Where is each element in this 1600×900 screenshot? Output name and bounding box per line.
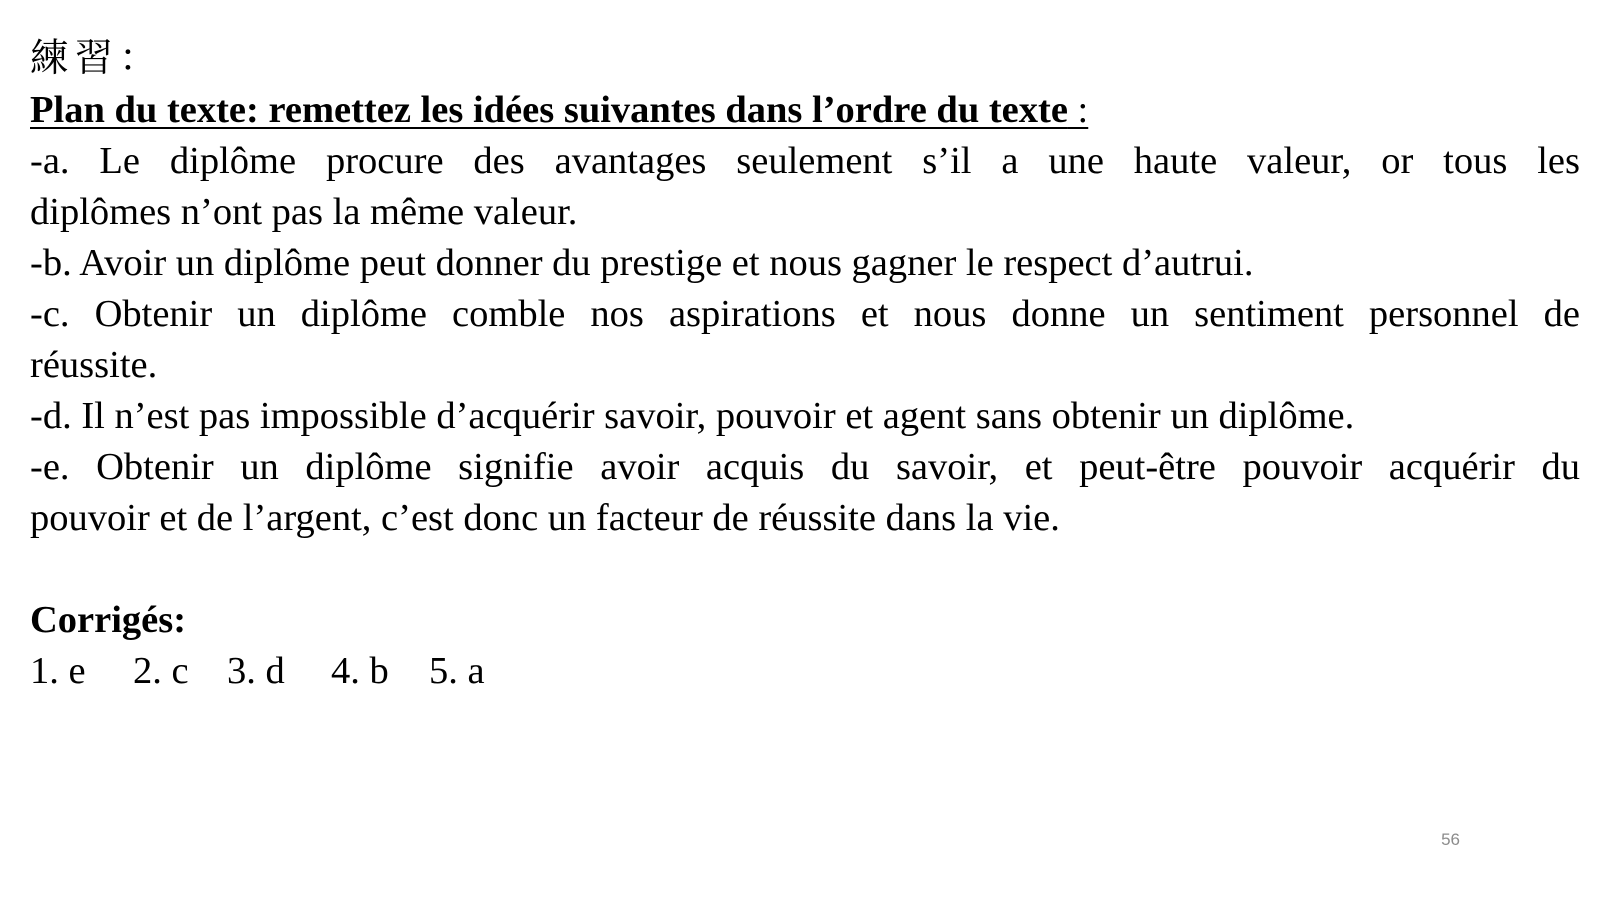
- idea-item-b: [30, 238, 1580, 289]
- idea-a-line-2: diplômes n’ont pas la même valeur.: [30, 191, 578, 233]
- slide-content: [30, 34, 1580, 697]
- idea-item-c: [30, 289, 1580, 391]
- answer-list: [30, 646, 1580, 697]
- answer-4: 4. b: [331, 650, 389, 692]
- idea-item-d: [30, 391, 1580, 442]
- corriges-label: Corrigés:: [30, 599, 187, 641]
- answer-3: 3. d: [227, 650, 285, 692]
- exercise-heading: 練習：: [30, 38, 164, 80]
- idea-b-line-1: -b. Avoir un diplôme peut donner du prestige et nous gagner le respect d’autrui.: [30, 242, 1254, 284]
- plan-instruction: [30, 85, 1580, 136]
- page-number: 56: [1441, 830, 1460, 849]
- idea-c-line-1: -c. Obtenir un diplôme comble nos aspirations et nous donne un sentiment personnel de: [30, 293, 1580, 335]
- answer-1: 1. e: [30, 650, 86, 692]
- idea-a-line-1: -a. Le diplôme procure des avantages seulement s’il a une haute valeur, or tous les: [30, 140, 1580, 182]
- idea-e-line-1: -e. Obtenir un diplôme signifie avoir acquis du savoir, et peut-être pouvoir acquérir du: [30, 446, 1580, 488]
- answer-5: 5. a: [429, 650, 485, 692]
- idea-c-line-2: réussite.: [30, 344, 158, 386]
- idea-d-line-1: -d. Il n’est pas impossible d’acquérir savoir, pouvoir et agent sans obtenir un diplôme.: [30, 395, 1355, 437]
- idea-item-a: [30, 136, 1580, 238]
- answer-2: 2. c: [133, 650, 189, 692]
- plan-colon: :: [1067, 89, 1089, 131]
- idea-e-line-2: pouvoir et de l’argent, c’est donc un facteur de réussite dans la vie.: [30, 497, 1060, 539]
- plan-title: Plan du texte: remettez les idées suivantes dans l’ordre du texte: [30, 89, 1068, 131]
- idea-item-e: [30, 442, 1580, 544]
- spacer: [30, 544, 1580, 595]
